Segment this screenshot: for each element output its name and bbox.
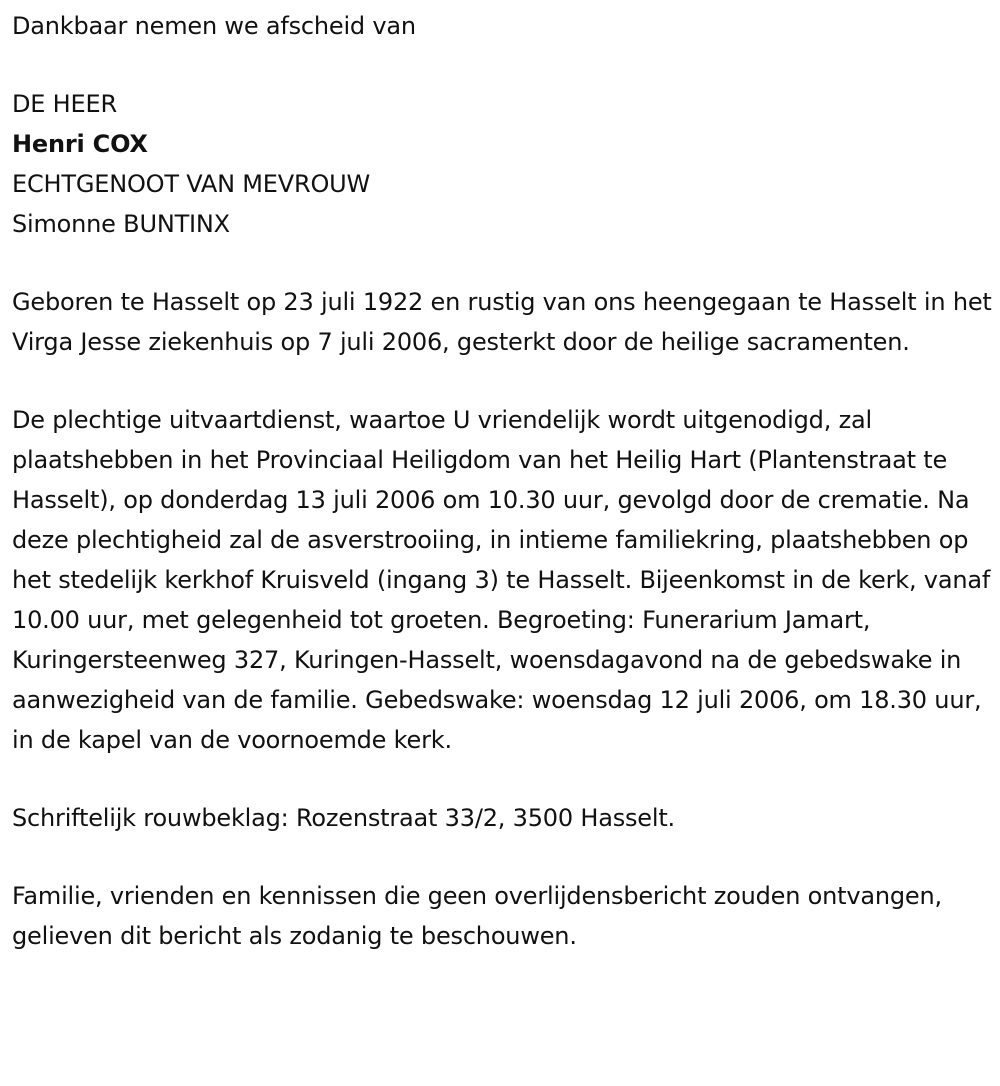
funeral-paragraph: De plechtige uitvaartdienst, waartoe U vriendelijk wordt uitgenodigd, zal plaatshebben in het Provinciaal Heiligdom van het Heilig Hart (Plantenstraat te Hasselt), op donderdag 13 juli 2006 om 10.30 uur, gevolgd door de crematie. Na deze plechtigheid zal de asverstrooiing, in intieme familiekring, plaatshebben op het stedelijk kerkhof Kruisveld (ingang 3) te Hasselt. Bijeenkomst in de kerk, vanaf 10.00 uur, met gelegenheid tot groeten. Begroeting: Funerarium Jamart, Kuringersteenweg 327, Kuringen-Hasselt, woensdagavond na de gebedswake in aanwezigheid van de familie. Gebedswake: woensdag 12 juli 2006, om 18.30 uur, in de kapel van de voornoemde kerk. [12,406,991,754]
spacer [12,760,992,798]
honorific: DE HEER [12,90,117,118]
condolences-line: Schriftelijk rouwbeklag: Rozenstraat 33/2, 3500 Hasselt. [12,804,675,832]
death-notice [12,6,992,956]
birth-death-paragraph: Geboren te Hasselt op 23 juli 1922 en rustig van ons heengegaan te Hasselt in het Virga Jesse ziekenhuis op 7 juli 2006, gesterkt door de heilige sacramenten. [12,288,992,356]
spacer [12,46,992,84]
spacer [12,362,992,400]
spacer [12,244,992,282]
spacer [12,838,992,876]
spouse-label: ECHTGENOOT VAN MEVROUW [12,170,371,198]
intro-line: Dankbaar nemen we afscheid van [12,12,416,40]
deceased-name: Henri COX [12,130,148,158]
closing-paragraph: Familie, vrienden en kennissen die geen overlijdensbericht zouden ontvangen, gelieven dit bericht als zodanig te beschouwen. [12,882,942,950]
spouse-name: Simonne BUNTINX [12,210,230,238]
